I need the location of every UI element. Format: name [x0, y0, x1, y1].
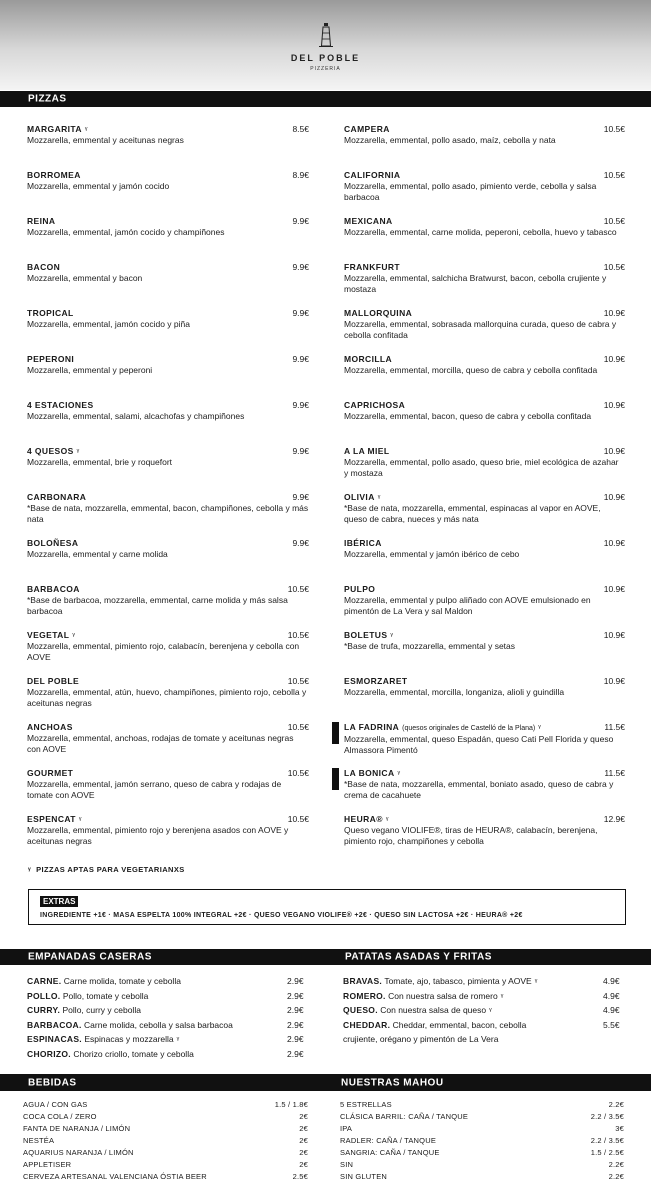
item-description: Chorizo criollo, tomate y cebolla — [73, 1048, 194, 1059]
item-description: Pollo, curry y cebolla — [62, 1005, 141, 1015]
drink-name: FANTA DE NARANJA / LIMÓN — [23, 1124, 131, 1133]
pizza-price: 10.9€ — [603, 400, 625, 410]
pizza-header — [27, 676, 309, 687]
pizza-description: Mozzarella, emmental y carne molida — [27, 549, 168, 559]
pizza-name: VEGETAL — [27, 630, 70, 640]
pizza-price: 10.9€ — [603, 676, 625, 686]
drink-price: 2.2 / 3.5€ — [590, 1112, 624, 1121]
drink-price: 2€ — [299, 1160, 308, 1169]
item-description: Carne molida, cebolla y salsa barbacoa — [84, 1019, 233, 1030]
pizza-item — [27, 354, 309, 376]
menu-line — [27, 976, 304, 987]
patatas-heading: PATATAS ASADAS Y FRITAS — [345, 951, 492, 963]
pizza-name: BORROMEA — [27, 170, 81, 180]
pizza-description: Mozzarella, emmental y jamón cocido — [27, 181, 170, 191]
drink-line — [340, 1159, 624, 1171]
drink-line — [23, 1135, 308, 1147]
pizza-header — [344, 354, 625, 365]
pizza-header — [344, 216, 625, 227]
drink-name: CERVEZA ARTESANAL VALENCIANA ÓSTIA BEER — [23, 1172, 207, 1181]
mahou-heading: NUESTRAS MAHOU — [341, 1077, 444, 1088]
item-name: CARNE. — [27, 976, 62, 986]
pizza-description: Mozzarella, emmental, salami, alcachofas y champiñones — [27, 411, 245, 421]
pizza-description: Mozzarella, emmental y aceitunas negras — [27, 135, 184, 145]
pizza-name: REINA — [27, 216, 56, 226]
drinks-section-bar — [0, 1074, 651, 1091]
item-description: Espinacas y mozzarella — [84, 1034, 174, 1044]
menu-line — [27, 1034, 304, 1045]
item-name: POLLO. — [27, 990, 61, 1001]
logo-name: DEL POBLE — [290, 53, 361, 63]
pizza-price: 10.5€ — [287, 722, 309, 732]
pizza-item — [27, 492, 309, 525]
pizza-header — [27, 722, 309, 733]
drink-price: 2€ — [299, 1148, 308, 1157]
pizza-price: 10.5€ — [287, 676, 309, 686]
pizza-price: 9.9€ — [292, 308, 309, 318]
item-name: QUESO. — [343, 1005, 378, 1015]
drink-line — [23, 1099, 308, 1111]
pizza-price: 10.5€ — [603, 216, 625, 226]
item-description: Tomate, ajo, tabasco, pimienta y AOVE — [384, 976, 532, 986]
pizza-name: IBÉRICA — [344, 538, 382, 548]
item-price: 2.9€ — [287, 1005, 304, 1015]
item-name: CHEDDAR. — [343, 1019, 391, 1030]
item-name: BRAVAS. — [343, 976, 383, 986]
pizza-name: MEXICANA — [344, 216, 393, 226]
pizza-description: Mozzarella, emmental, carne molida, peperoni, cebolla, huevo y tabasco — [344, 227, 617, 237]
pizza-name: A LA MIEL — [344, 446, 390, 456]
pizza-item — [344, 630, 625, 652]
pizza-header — [344, 584, 625, 595]
pizza-price: 10.9€ — [603, 308, 625, 318]
drink-line — [23, 1159, 308, 1171]
castello-badge — [332, 722, 339, 744]
pizza-name: FRANKFURT — [344, 262, 401, 272]
pizza-header — [344, 538, 625, 549]
pizza-price: 10.5€ — [287, 630, 309, 640]
drink-name: AQUARIUS NARANJA / LIMÓN — [23, 1148, 134, 1157]
pizza-description: Mozzarella, emmental, sobrasada mallorquina curada, queso de cabra y cebolla confitada — [344, 319, 617, 340]
empanadas-heading: EMPANADAS CASERAS — [28, 951, 152, 963]
pizza-header — [344, 814, 625, 825]
pizza-header — [27, 630, 309, 641]
item-name: CURRY. — [27, 1005, 61, 1015]
pizza-header — [27, 446, 309, 457]
drink-price: 2.2€ — [608, 1172, 624, 1181]
pizzas-heading: PIZZAS — [28, 93, 67, 105]
pizza-name: PULPO — [344, 584, 376, 594]
menu-line — [343, 1019, 620, 1031]
pizza-description: Mozzarella, emmental, pollo asado, maíz, cebolla y nata — [344, 135, 556, 145]
pizza-item — [27, 768, 309, 801]
pizza-item — [344, 722, 625, 756]
pizza-item — [344, 308, 625, 341]
menu-line — [343, 1005, 620, 1016]
pizza-description: Queso vegano VIOLIFE®, tiras de HEURA®, calabacín, berenjena, pimiento rojo, champiñones y cebolla — [344, 825, 598, 846]
pizza-item — [27, 538, 309, 560]
pizza-item — [344, 124, 625, 146]
drink-line — [23, 1171, 308, 1183]
menu-line — [27, 990, 304, 1002]
drink-name: SIN GLUTEN — [340, 1172, 388, 1181]
drink-name: CLÁSICA BARRIL: CAÑA / TANQUE — [340, 1112, 469, 1121]
item-price: 2.9€ — [287, 990, 304, 1001]
pizza-price: 10.5€ — [603, 124, 625, 134]
drink-price: 2€ — [299, 1112, 308, 1121]
drink-price: 2.2 / 3.5€ — [590, 1136, 624, 1145]
drink-name: NESTÉA — [23, 1136, 55, 1145]
pizza-description: *Base de nata, mozzarella, emmental, boniato asado, queso de cabra y crema de cacahuete — [344, 779, 614, 800]
drink-line — [23, 1111, 308, 1123]
pizza-name: BARBACOA — [27, 584, 80, 594]
pizza-name: ESPENCAT — [27, 814, 76, 824]
drink-name: SIN — [340, 1160, 354, 1169]
pizza-description: Mozzarella, emmental, morcilla, queso de cabra y cebolla confitada — [344, 365, 598, 375]
pizza-description: *Base de barbacoa, mozzarella, emmental, carne molida y más salsa barbacoa — [27, 595, 288, 616]
pizza-description: Mozzarella, emmental, pollo asado, pimiento verde, cebolla y salsa barbacoa — [344, 181, 597, 202]
pizza-item — [344, 262, 625, 295]
pizza-price: 9.9€ — [292, 216, 309, 226]
pizza-name: CARBONARA — [27, 492, 87, 502]
pizza-header — [344, 630, 625, 641]
pizza-header — [27, 308, 309, 319]
drink-name: RADLER: CAÑA / TANQUE — [340, 1136, 437, 1145]
pizza-item — [344, 538, 625, 560]
pizza-name: ANCHOAS — [27, 722, 73, 732]
pizza-name: MARGARITA — [27, 124, 82, 134]
item-name: ESPINACAS. — [27, 1034, 82, 1044]
extras-text: INGREDIENTE +1€ · MASA ESPELTA 100% INTEGRAL +2€ · QUESO VEGANO VIOLIFE® +2€ · QUESO SIN LACTOSA +2€ · HEURA® +2€ — [40, 912, 523, 919]
pizza-description: Mozzarella, emmental y peperoni — [27, 365, 153, 375]
leaf-icon: ᵞ — [390, 631, 393, 640]
pizza-price: 9.9€ — [292, 538, 309, 548]
pizza-note: (quesos originales de Castelló de la Plana) — [402, 725, 536, 732]
pizza-header — [344, 676, 625, 687]
pizza-header — [27, 124, 309, 135]
menu-line — [343, 990, 620, 1002]
pizza-name: PEPERONI — [27, 354, 75, 364]
leaf-icon: ᵞ — [538, 723, 541, 732]
pizza-header — [27, 814, 309, 825]
leaf-icon: ᵞ — [78, 815, 82, 824]
item-price: 4.9€ — [603, 1005, 620, 1015]
pizza-description: Mozzarella, emmental y jamón ibérico de cebo — [344, 549, 520, 559]
leaf-icon: ᵞ — [489, 1006, 492, 1015]
item-name: CHORIZO. — [27, 1048, 71, 1059]
item-name: BARBACOA. — [27, 1019, 82, 1030]
header-banner — [0, 0, 651, 90]
item-price: 4.9€ — [603, 976, 620, 986]
pizza-item — [344, 400, 625, 422]
sides-section-bar — [0, 949, 651, 965]
pizza-item — [344, 676, 625, 698]
menu-line — [27, 1019, 304, 1031]
pizza-name: MORCILLA — [344, 354, 393, 364]
pizza-item — [344, 354, 625, 376]
pizza-item — [27, 262, 309, 284]
pizza-description: Mozzarella, emmental, jamón cocido y champiñones — [27, 227, 225, 237]
pizza-name: BACON — [27, 262, 61, 272]
pizza-header — [344, 492, 625, 503]
pizza-price: 11.5€ — [604, 722, 625, 732]
pizza-description: Mozzarella, emmental, morcilla, longaniza, alioli y guindilla — [344, 687, 565, 697]
drink-price: 2€ — [299, 1136, 308, 1145]
item-price: 2.9€ — [287, 1048, 304, 1059]
pizza-description: Mozzarella, emmental y bacon — [27, 273, 143, 283]
leaf-icon: ᵞ — [84, 125, 88, 134]
drink-name: AGUA / CON GAS — [23, 1100, 88, 1109]
lighthouse-logo-icon — [0, 22, 651, 53]
pizza-header — [27, 400, 309, 411]
pizza-description: *Base de nata, mozzarella, emmental, espinacas al vapor en AOVE, queso de cabra, nueces y más nata — [344, 503, 601, 524]
drink-line — [340, 1135, 624, 1147]
drink-name: COCA COLA / ZERO — [23, 1112, 97, 1121]
pizza-name: BOLETUS — [344, 630, 388, 640]
pizza-name: ESMORZARET — [344, 676, 408, 686]
drink-price: 2.2€ — [608, 1100, 624, 1109]
drink-line — [23, 1147, 308, 1159]
pizza-header — [344, 446, 625, 457]
pizza-price: 10.9€ — [603, 584, 625, 594]
leaf-icon: ᵞ — [377, 493, 381, 502]
pizza-header — [27, 262, 309, 273]
pizza-name: LA BONICA — [344, 768, 395, 778]
pizza-description: Mozzarella, emmental, jamón cocido y piña — [27, 319, 190, 329]
pizza-price: 9.9€ — [292, 446, 309, 456]
menu-line — [343, 976, 620, 987]
drink-line — [340, 1123, 624, 1135]
logo-subtitle: PIZZERIA — [310, 66, 341, 72]
item-price: 2.9€ — [287, 1034, 304, 1044]
drink-name: APPLETISER — [23, 1160, 72, 1169]
item-description: Con nuestra salsa de queso — [380, 1005, 487, 1015]
menu-line — [343, 1034, 498, 1045]
pizza-description: Mozzarella, emmental, brie y roquefort — [27, 457, 173, 467]
pizza-item — [344, 584, 625, 617]
pizza-header — [27, 768, 309, 779]
drink-price: 1.5 / 2.5€ — [590, 1148, 624, 1157]
pizza-header — [27, 216, 309, 227]
pizza-description: *Base de trufa, mozzarella, emmental y setas — [344, 641, 516, 651]
item-description: Carne molida, tomate y cebolla — [63, 976, 181, 986]
extras-box — [28, 889, 626, 925]
pizza-name: 4 QUESOS — [27, 446, 74, 456]
pizza-header — [344, 400, 625, 411]
pizza-header — [27, 538, 309, 549]
pizza-price: 10.9€ — [603, 630, 625, 640]
leaf-icon: ᵞ — [397, 769, 401, 778]
pizza-header — [344, 308, 625, 319]
pizza-description: Mozzarella, emmental, queso Espadán, queso Cati Pell Florida y queso Almassora Pimentó — [344, 734, 614, 755]
leaf-icon: ᵞ — [534, 977, 538, 986]
pizza-name: 4 ESTACIONES — [27, 400, 94, 410]
pizza-header — [344, 722, 625, 734]
drink-line — [340, 1171, 624, 1183]
item-price: 2.9€ — [287, 1019, 304, 1030]
drink-name: SANGRIA: CAÑA / TANQUE — [340, 1148, 440, 1157]
pizza-item — [344, 768, 625, 801]
drink-name: 5 ESTRELLAS — [340, 1100, 392, 1109]
pizza-description: Mozzarella, emmental, bacon, queso de cabra y cebolla confitada — [344, 411, 592, 421]
pizza-price: 11.5€ — [604, 768, 625, 778]
drink-line — [340, 1147, 624, 1159]
pizza-header — [344, 124, 625, 135]
pizza-header — [27, 492, 309, 503]
leaf-icon: ᵞ — [28, 865, 32, 874]
pizza-name: LA FADRINA — [344, 722, 400, 732]
pizza-item — [344, 216, 625, 238]
pizza-description: Mozzarella, emmental, pimiento rojo, calabacín, berenjena y cebolla con AOVE — [27, 641, 300, 662]
pizza-price: 10.9€ — [603, 446, 625, 456]
item-price: 5.5€ — [603, 1019, 620, 1030]
pizza-price: 10.5€ — [603, 170, 625, 180]
pizza-name: OLIVIA — [344, 492, 375, 502]
pizza-price: 9.9€ — [292, 262, 309, 272]
vegetarian-note-text: PIZZAS APTAS PARA VEGETARIANXS — [36, 865, 185, 874]
pizza-name: CAMPERA — [344, 124, 390, 134]
pizza-item — [27, 722, 309, 755]
pizza-price: 10.5€ — [287, 768, 309, 778]
pizza-item — [27, 676, 309, 709]
pizza-description: Mozzarella, emmental, salchicha Bratwurst, bacon, cebolla crujiente y mostaza — [344, 273, 607, 294]
pizza-item — [344, 446, 625, 479]
item-name: ROMERO. — [343, 990, 386, 1001]
leaf-icon: ᵞ — [76, 447, 80, 456]
item-description: crujiente, orégano y pimentón de La Vera — [343, 1034, 499, 1044]
pizza-description: Mozzarella, emmental, atún, huevo, champiñones, pimiento rojo, cebolla y aceitunas negras — [27, 687, 307, 708]
pizza-name: BOLOÑESA — [27, 538, 79, 548]
drink-price: 2.2€ — [608, 1160, 624, 1169]
pizza-description: *Base de nata, mozzarella, emmental, bacon, champiñones, cebolla y más nata — [27, 503, 309, 524]
pizza-name: CAPRICHOSA — [344, 400, 406, 410]
pizza-price: 10.5€ — [287, 584, 309, 594]
pizza-item — [27, 124, 309, 146]
pizza-item — [27, 308, 309, 330]
menu-line — [27, 1005, 304, 1016]
item-description: Cheddar, emmental, bacon, cebolla — [392, 1019, 527, 1030]
drink-line — [23, 1123, 308, 1135]
drink-price: 2.5€ — [292, 1172, 308, 1181]
leaf-icon: ᵞ — [176, 1035, 180, 1044]
drink-price: 3€ — [615, 1124, 624, 1133]
pizza-item — [27, 584, 309, 617]
drink-price: 1.5 / 1.8€ — [274, 1100, 308, 1109]
pizza-price: 10.9€ — [603, 354, 625, 364]
drink-line — [340, 1111, 624, 1123]
pizza-price: 9.9€ — [292, 492, 309, 502]
pizza-description: Mozzarella, emmental, pimiento rojo y berenjena asados con AOVE y aceitunas negras — [27, 825, 289, 846]
drink-line — [340, 1099, 624, 1111]
pizza-item — [27, 400, 309, 422]
menu-line — [27, 1048, 304, 1060]
pizza-header — [344, 768, 625, 779]
item-price: 4.9€ — [603, 990, 620, 1001]
pizza-price: 10.5€ — [287, 814, 309, 824]
pizza-header — [344, 262, 625, 273]
pizza-item — [344, 492, 625, 525]
pizza-description: Mozzarella, emmental, anchoas, rodajas de tomate y aceitunas negras con AOVE — [27, 733, 294, 754]
pizza-name: HEURA® — [344, 814, 383, 824]
pizza-description: Mozzarella, emmental, jamón serrano, queso de cabra y rodajas de tomate con AOVE — [27, 779, 282, 800]
pizza-item — [27, 814, 309, 847]
leaf-icon: ᵞ — [385, 815, 389, 824]
pizza-item — [27, 446, 309, 468]
pizza-name: CALIFORNIA — [344, 170, 401, 180]
vegetarian-note — [28, 865, 185, 874]
pizza-price: 9.9€ — [292, 400, 309, 410]
pizza-price: 10.5€ — [603, 262, 625, 272]
pizza-header — [344, 170, 625, 181]
pizza-price: 9.9€ — [292, 354, 309, 364]
pizza-name: TROPICAL — [27, 308, 74, 318]
pizza-item — [344, 814, 625, 847]
pizza-price: 12.9€ — [603, 814, 625, 824]
item-description: Con nuestra salsa de romero — [388, 990, 498, 1001]
drink-name: IPA — [340, 1124, 353, 1133]
pizza-description: Mozzarella, emmental, pollo asado, queso brie, miel ecológica de azahar y mostaza — [344, 457, 619, 478]
pizza-item — [27, 170, 309, 192]
pizza-price: 10.9€ — [603, 538, 625, 548]
pizza-price: 8.9€ — [292, 170, 309, 180]
pizza-header — [27, 354, 309, 365]
pizza-name: MALLORQUINA — [344, 308, 413, 318]
castello-badge — [332, 768, 339, 790]
pizza-item — [27, 630, 309, 663]
pizza-item — [27, 216, 309, 238]
bebidas-heading: BEBIDAS — [28, 1077, 77, 1088]
leaf-icon: ᵞ — [500, 991, 504, 1001]
pizza-item — [344, 170, 625, 203]
pizza-price: 8.5€ — [292, 124, 309, 134]
item-description: Pollo, tomate y cebolla — [62, 990, 149, 1001]
pizza-price: 10.9€ — [603, 492, 625, 502]
extras-label: EXTRAS — [40, 896, 78, 907]
leaf-icon: ᵞ — [72, 631, 75, 640]
pizza-description: Mozzarella, emmental y pulpo aliñado con AOVE emulsionado en pimentón de La Vera y sal Maldon — [344, 595, 591, 616]
pizza-name: DEL POBLE — [27, 676, 80, 686]
pizzas-section-bar — [0, 91, 651, 107]
pizza-name: GOURMET — [27, 768, 74, 778]
pizza-header — [27, 584, 309, 595]
pizza-header — [27, 170, 309, 181]
drink-price: 2€ — [299, 1124, 308, 1133]
item-price: 2.9€ — [287, 976, 304, 986]
